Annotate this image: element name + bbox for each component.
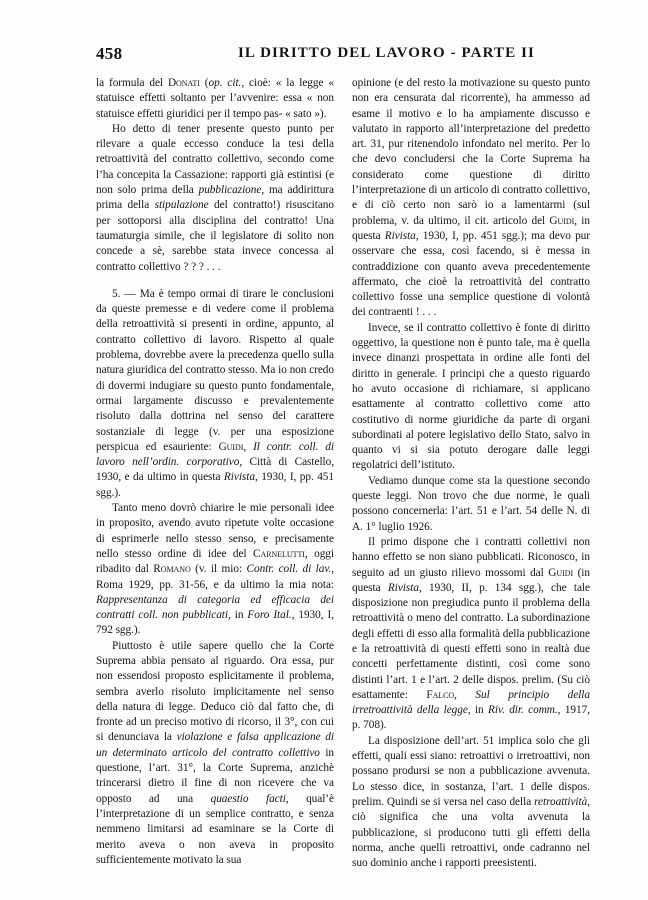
paragraph: Vediamo dunque come sta la questione secondo queste leggi. Non trovo che due norme, le quali possono concernerla: l’art. 51 e l’art. 54 delle N. di A. 1° luglio 1926.: [352, 474, 590, 533]
left-text-column: [96, 76, 334, 868]
paragraph: opinione (e del resto la motivazione su questo punto non era censurata dal ricorrente), ha ammesso ad esame il motivo e lo ha ampiamente discusso e valutato in rapporto all’interpretazione del predetto art. 31, pur ritenendolo infondato nel merito. Per lo che devo concludersi che la Corte Suprema ha considerato come questione di diritto l’interpretazione di un articolo di contratto collettivo, e di ciò certo non sarò io a lamentarmi (sul problema, v. da ultimo, il cit. articolo del Guidi, in questa Rivista, 1930, I, pp. 451 sgg.); ma devo pur osservare che essa, così facendo, si è messa in contraddizione con quanto aveva precedentemente affermato, che cioè la retroattività del contratto collettivo fosse una semplice questione di volontà dei contraenti ! . . .: [352, 77, 590, 319]
running-title: IL DIRITTO DEL LAVORO - PARTE II: [238, 45, 535, 61]
paragraph: la formula del Donati (op. cit., cioè: « la legge « statuisce effetti soltanto per l’avvenire: essa « non statuisce effetti giuridici per il tempo pas- « sato »).: [96, 77, 334, 120]
paragraph: Tanto meno dovrò chiarire le mie personali idee in proposito, avendo avuto ripetute volte occasione di esprimerle nello stesso senso, e precisamente nello stesso ordine di idee del Carnelutti, oggi ribadito dal Romano (v. il mio: Contr. coll. di lav., Roma 1929, pp. 31-56, e da ultimo la mia nota: Rappresentanza di categoria ed efficacia dei contratti coll. non pubblicati, in Foro Ital., 1930, I, 792 sgg.).: [96, 502, 335, 637]
paragraph: Invece, se il contratto collettivo è fonte di diritto oggettivo, la questione non è punto tale, ma è quella invece dinanzi prospettata in ordine alle fonti del diritto in generale. I principi che a questo riguardo ho avuto occasione di richiamare, si applicano esattamente al contratto collettivo come atto costitutivo di norme giuridiche da parte di organi subordinati al potere legislativo dello Stato, salvo in quanto vi si sia potuto derogare dalle leggi regolatrici dell’istituto.: [352, 321, 590, 472]
paragraph: Il primo dispone che i contratti collettivi non hanno effetto se non siano pubblicati. Riconosco, in seguito ad un giusto rilievo mossomi dal Guidi (in questa Rivista, 1930, II, p. 134 sgg.), che tale disposizione non pregiudica punto il problema della retroattività o meno del contratto. La subordinazione degli effetti di esso alla formalità della pubblicazione e la retroattività di questi effetti sono in realtà due concetti perfettamente distinti, così come sono distinti l’art. 1 e l’art. 2 delle dispos. prelim. (Su ciò esattamente: Falco, Sul principio della irretroattività della legge, in Riv. dir. comm., 1917, p. 708).: [352, 535, 590, 732]
paragraph: La disposizione dell’art. 51 implica solo che gli effetti, quali essi siano: retroattivi o irretroattivi, non possano prodursi se non a pubblicazione avvenuta. Lo stesso dice, in sostanza, l’art. 1 delle dispos. prelim. Quindi se si versa nel caso della retroattività, ciò significa che una volta avvenuta la pubblicazione, si producono tutti gli effetti della norma, anche quelli retroattivi, onde cadranno nel suo dominio anche i rapporti preesistenti.: [352, 734, 590, 870]
paragraph: Piuttosto è utile sapere quello che la Corte Suprema abbia pensato al riguardo. Ora essa, pur non essendosi proposto esplicitamente il problema, sembra averlo risoluto implicitamente nel senso della natura di legge. Deduco ciò dal fatto che, di fronte ad un preciso motivo di ricorso, il 3°, con cui si denunciava la violazione e falsa applicazione di un determinato articolo del contratto collettivo in questione, l’art. 31°, la Corte Suprema, anzichè trincerarsi dietro il fine di non ricevere che va opposto ad una quaestio facti, qual’è l’interpretazione di un semplice contratto, e senza nemmeno limitarsi ad esaminare se la Corte di merito aveva o non aveva in proposito sufficientemente motivato la sua: [96, 639, 335, 866]
right-text-column: [352, 76, 590, 871]
page-number: 458: [96, 44, 123, 63]
paragraph: 5. — Ma è tempo ormai di tirare le conclusioni da queste premesse e di vedere come il problema della retroattività si presenti in ordine, appunto, al contratto collettivo di lavoro. Rispetto al quale problema, dovrebbe avere la precedenza quello sulla natura giuridica del contratto stesso. Ma io non credo di dovermi indugiare su questo punto fondamentale, ormai largamente discusso e prevalentemente risoluto dalla dottrina nel senso del carattere sostanziale di legge (v. per una esposizione perspicua ed esauriente: Guidi, Il contr. coll. di lavoro nell’ordin. corporativo, Città di Castello, 1930, e da ultimo in questa Rivista, 1930, I, pp. 451 sgg.).: [96, 287, 334, 499]
running-header: [96, 44, 590, 68]
paragraph: Ho detto di tener presente questo punto per rilevare a quale eccesso conduce la tesi della retroattività del contratto collettivo, secondo come l’ha concepita la Cassazione: rapporti già estintisi (e non solo prima della pubblicazione, ma addirittura prima della stipulazione del contratto!) risuscitano per sottoporsi alla disciplina del contratto! Una taumaturgia simile, che il legislatore di solito non concede a sè, sarebbe stata invece concessa al contratto collettivo ? ? ? . . .: [96, 122, 334, 273]
